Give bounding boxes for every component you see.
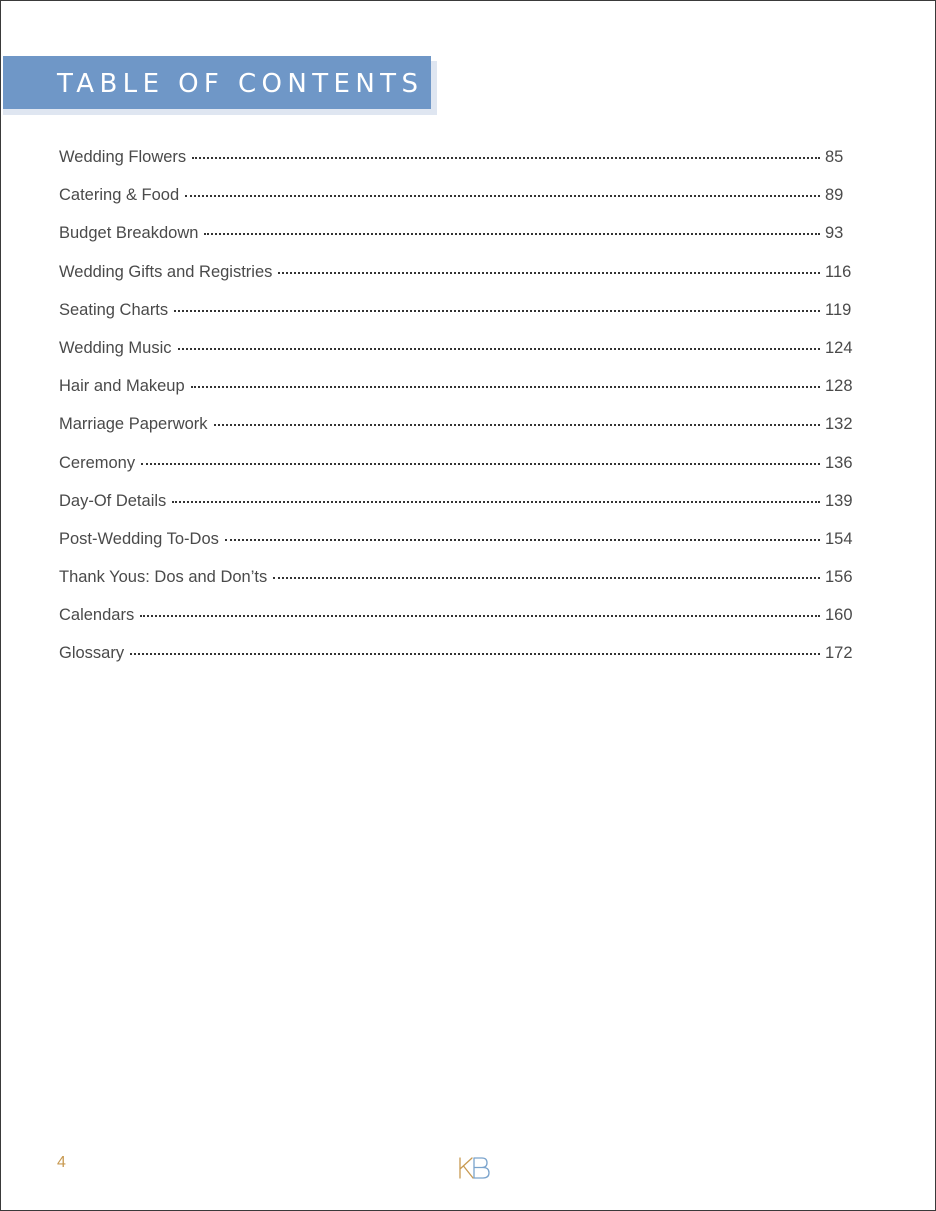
toc-entry[interactable]: [59, 526, 859, 564]
toc-entry-page: 139: [825, 491, 853, 510]
toc-entry[interactable]: [59, 602, 859, 640]
toc-entry-title: Thank Yous: Dos and Don’ts: [59, 568, 268, 587]
page-number: 4: [57, 1154, 66, 1171]
toc-entry[interactable]: [59, 564, 859, 602]
toc-entry-page: 136: [825, 453, 853, 472]
toc-entry-title: Post-Wedding To-Dos: [59, 529, 219, 548]
dot-leader: [141, 463, 820, 465]
dot-leader: [185, 195, 820, 197]
toc-entry[interactable]: [59, 640, 859, 678]
dot-leader: [273, 577, 820, 579]
toc-entry-page: 160: [825, 606, 853, 625]
dot-leader: [278, 272, 820, 274]
dot-leader: [178, 348, 821, 350]
toc-entry-title: Glossary: [59, 644, 125, 663]
toc-entry-page: 93: [825, 224, 844, 243]
toc-entry[interactable]: [59, 335, 859, 373]
toc-entry[interactable]: [59, 411, 859, 449]
dot-leader: [130, 653, 820, 655]
toc-entry[interactable]: [59, 373, 859, 411]
page-title: TABLE OF CONTENTS: [57, 69, 424, 99]
toc-entry-title: Budget Breakdown: [59, 224, 199, 243]
toc-entry[interactable]: [59, 297, 859, 335]
toc-entry[interactable]: [59, 144, 859, 182]
kb-logo: [458, 1156, 492, 1180]
toc-entry-title: Wedding Gifts and Registries: [59, 262, 273, 281]
toc-entry-title: Wedding Flowers: [59, 148, 187, 166]
toc-entry-title: Seating Charts: [59, 300, 169, 319]
toc-entry[interactable]: [59, 182, 859, 220]
toc-entry[interactable]: [59, 220, 859, 258]
toc-entry-page: 124: [825, 338, 853, 357]
dot-leader: [204, 233, 820, 235]
toc-entry[interactable]: [59, 259, 859, 297]
dot-leader: [174, 310, 820, 312]
toc-entry-title: Catering & Food: [59, 186, 180, 205]
dot-leader: [192, 157, 820, 159]
dot-leader: [140, 615, 820, 617]
table-of-contents: [59, 144, 859, 679]
toc-entry-page: 128: [825, 377, 853, 396]
dot-leader: [225, 539, 820, 541]
toc-entry-page: 132: [825, 415, 853, 434]
toc-entry-page: 85: [825, 148, 844, 166]
toc-entry-title: Wedding Music: [59, 338, 172, 357]
toc-entry[interactable]: [59, 488, 859, 526]
dot-leader: [191, 386, 820, 388]
toc-entry-title: Marriage Paperwork: [59, 415, 208, 434]
toc-entry-title: Day-Of Details: [59, 491, 167, 510]
toc-entry-title: Calendars: [59, 606, 135, 625]
toc-entry-page: 89: [825, 186, 844, 205]
toc-entry-page: 156: [825, 568, 853, 587]
dot-leader: [214, 424, 820, 426]
toc-entry-page: 154: [825, 529, 853, 548]
toc-entry[interactable]: [59, 450, 859, 488]
toc-entry-title: Hair and Makeup: [59, 377, 185, 396]
toc-entry-page: 119: [825, 300, 852, 319]
dot-leader: [172, 501, 820, 503]
toc-entry-page: 172: [825, 644, 853, 663]
toc-entry-page: 116: [825, 262, 852, 281]
toc-entry-title: Ceremony: [59, 453, 136, 472]
